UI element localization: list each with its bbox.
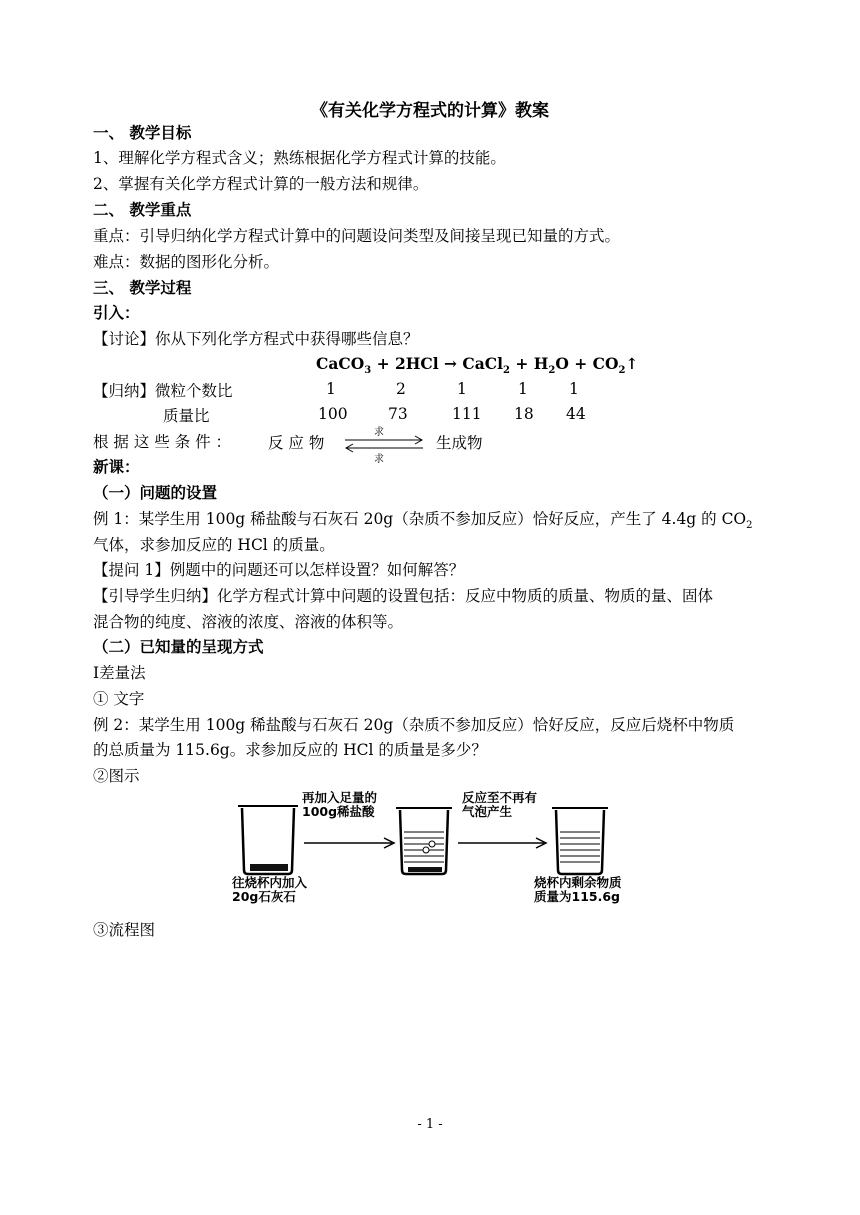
- beaker-diagram: [232, 788, 652, 913]
- step2-label: 反应至不再有 气泡产生: [462, 790, 538, 819]
- ratio-value: 1: [326, 380, 336, 398]
- ratio-value: 1: [569, 380, 579, 398]
- example-1: 例 1：某学生用 100g 稀盐酸与石灰石 20g（杂质不参加反应）恰好反应，产生了 4.4g 的 $CO_2$: [93, 510, 753, 532]
- mass-value: 18: [514, 405, 534, 423]
- goal-item: 1、理解化学方程式含义；熟练根据化学方程式计算的技能。: [93, 149, 506, 167]
- mass-value: 44: [566, 405, 586, 423]
- step1-label: 再加入足量的 100g稀盐酸: [302, 790, 378, 819]
- seek-label-top: 求: [374, 427, 384, 438]
- question-1: 【提问 1】例题中的问题还可以怎样设置？如何解答？: [93, 561, 465, 579]
- chemical-equation: CaCO$_3$ + 2HCl → CaCl$_2$ + $H_2O$ + $CO_2↑$: [316, 354, 639, 377]
- mass-value: 73: [388, 405, 408, 423]
- section-heading: 三、 教学过程: [93, 278, 192, 297]
- end-label: 烧杯内剩余物质 质量为115.6g: [534, 875, 622, 904]
- ratio-value: 2: [396, 380, 406, 398]
- guide-summary-cont: 混合物的纯度、溶液的浓度、溶液的体积等。: [93, 613, 404, 631]
- guide-summary: 【引导学生归纳】化学方程式计算中问题的设置包括：反应中物质的质量、物质的量、固体: [93, 587, 714, 605]
- conditions-label: 根 据 这 些 条 件 ：: [93, 433, 232, 451]
- item-diagram: ②图示: [93, 767, 140, 785]
- ratio-value: 1: [457, 380, 467, 398]
- new-lesson-label: 新课：: [93, 457, 140, 476]
- item-flowchart: ③流程图: [93, 921, 156, 939]
- reactant-label: 反 应 物: [268, 434, 325, 452]
- mass-ratio-label: 质量比: [163, 407, 210, 425]
- intro-label: 引入：: [93, 303, 140, 322]
- summary-label: 【归纳】微粒个数比: [93, 382, 233, 400]
- mass-value: 100: [318, 405, 348, 423]
- start-label: 往烧杯内加入 20g石灰石: [232, 875, 308, 904]
- double-arrow-icon: [343, 425, 425, 461]
- document-title: 《有关化学方程式的计算》教案: [311, 101, 549, 121]
- bidirectional-arrow: [343, 425, 425, 465]
- mass-value: 111: [452, 405, 482, 423]
- key-point: 难点：数据的图形化分析。: [93, 253, 280, 271]
- example-2-cont: 的总质量为 115.6g。求参加反应的 HCl 的质量是多少？: [93, 741, 487, 759]
- ratio-value: 1: [518, 380, 528, 398]
- example-1-cont: 气体，求参加反应的 HCl 的质量。: [93, 536, 335, 554]
- discussion-prompt: 【讨论】你从下列化学方程式中获得哪些信息？: [93, 330, 419, 348]
- example-2: 例 2：某学生用 100g 稀盐酸与石灰石 20g（杂质不参加反应）恰好反应，反应后烧杯中物质: [93, 716, 735, 734]
- goal-item: 2、掌握有关化学方程式计算的一般方法和规律。: [93, 175, 429, 193]
- section-heading: 一、 教学目标: [93, 123, 192, 142]
- item-text: ① 文字: [93, 690, 145, 708]
- subsection-heading: （一）问题的设置: [93, 483, 218, 502]
- page-number: - 1 -: [417, 1117, 443, 1132]
- subsection-heading: （二）已知量的呈现方式: [93, 637, 264, 656]
- product-label: 生成物: [436, 434, 483, 452]
- method-label: Ⅰ差量法: [93, 664, 146, 682]
- key-point: 重点：引导归纳化学方程式计算中的问题设问类型及间接呈现已知量的方式。: [93, 227, 621, 245]
- section-heading: 二、 教学重点: [93, 200, 192, 219]
- seek-label-bottom: 求: [374, 454, 384, 465]
